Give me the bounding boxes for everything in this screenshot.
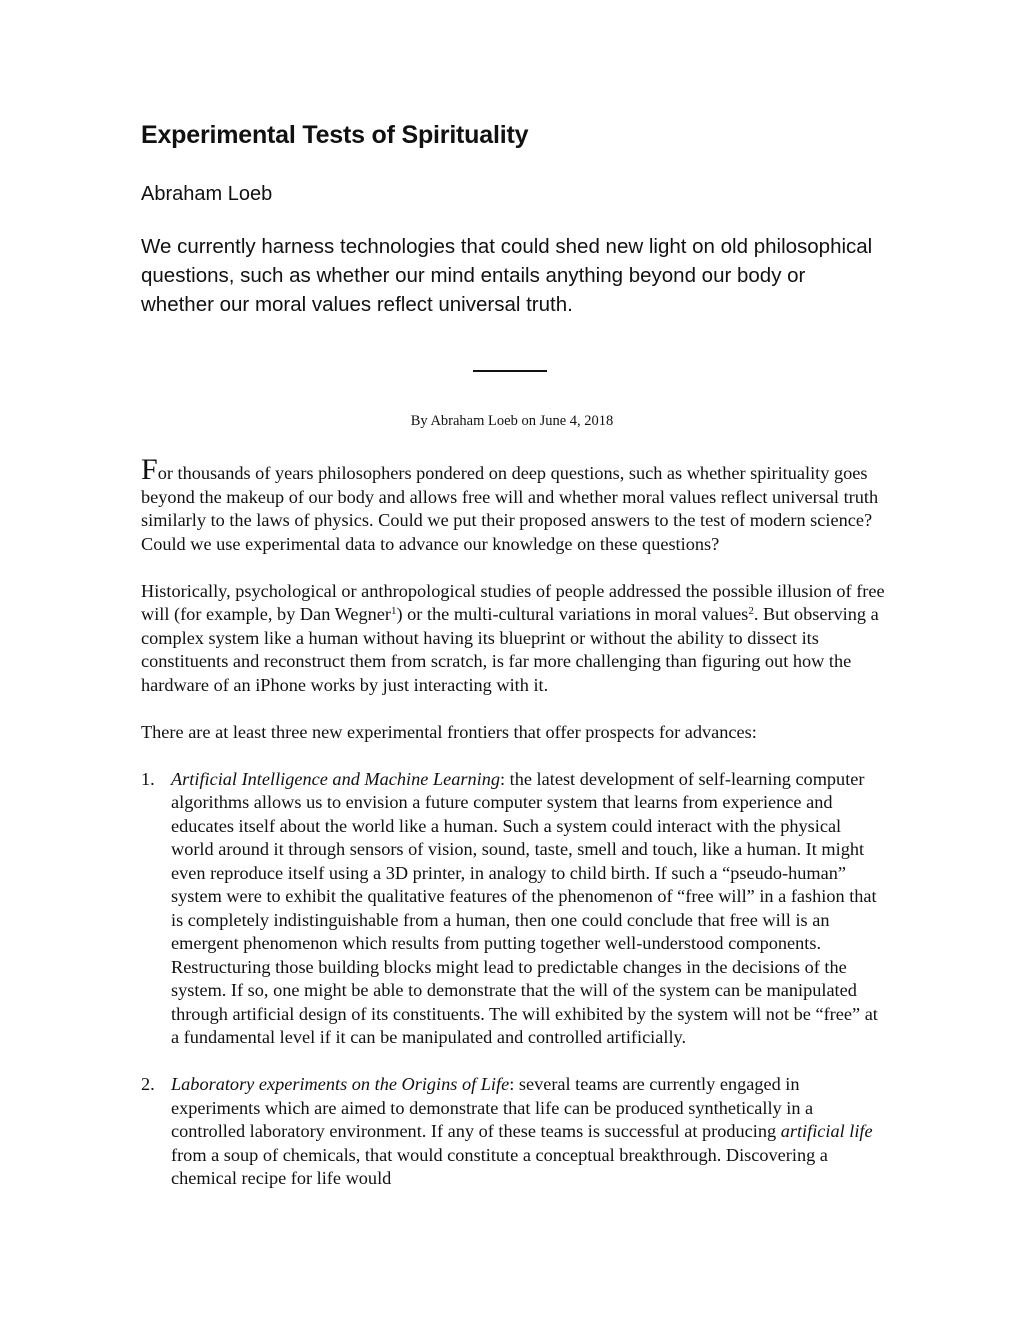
byline: By Abraham Loeb on June 4, 2018 xyxy=(410,413,614,429)
list-item-emphasis: artificial life xyxy=(780,1121,873,1141)
paragraph-history-part1: Historically, psychological or anthropological studies of people addressed the possible illusion of free will (for example, by Dan Wegner xyxy=(141,580,885,624)
list-item-title: Artificial Intelligence and Machine Learning xyxy=(171,768,500,789)
article-body xyxy=(141,453,886,1214)
footnote-ref-2[interactable]: 2 xyxy=(748,605,754,617)
list-item-text-continued: from a soup of chemicals, that would constitute a conceptual breakthrough. Discovering a chemical recipe for life would xyxy=(171,1144,828,1188)
frontiers-list xyxy=(141,768,886,1191)
list-item xyxy=(141,768,886,1050)
paragraph-frontiers-intro: There are at least three new experimental frontiers that offer prospects for advances: xyxy=(141,721,757,742)
list-item-text: : the latest development of self-learning computer algorithms allows us to envision a future computer system that learns from experience and educates itself about the world like a human. Such a system could interact with the physical world around it through sensors of vision, sound, taste, smell and touch, like a human. It might even reproduce itself using a 3D printer, in analogy to child birth. If such a “pseudo-human” system were to exhibit the qualitative features of the phenomenon of “free will” in a fashion that is completely indistinguishable from a human, then one could conclude that free will is an emergent phenomenon which results from putting together well-understood components. Restructuring those building blocks might lead to predictable changes in the decisions of the system. If so, one might be able to demonstrate that the will of the system can be manipulated through artificial design of its constituents. The will exhibited by the system will not be “free” at a fundamental level if it can be manipulated and controlled artificially. xyxy=(171,768,878,1047)
paragraph-history xyxy=(141,580,886,698)
list-item-text: : several teams are currently engaged in experiments which are aimed to demonstrate that life can be produced synthetically in a controlled laboratory environment. If any of these teams is successful at producing xyxy=(171,1074,814,1141)
list-item-number: 2. xyxy=(141,1074,155,1094)
paragraph-history-part2: ) or the multi-cultural variations in moral values xyxy=(396,604,749,624)
article-title: Experimental Tests of Spirituality xyxy=(141,121,529,149)
list-item xyxy=(141,1073,886,1191)
drop-cap: F xyxy=(141,453,158,486)
paragraph-history-part3: . But observing a complex system like a human without having its blueprint or without the ability to dissect its constituents and reconstruct them from scratch, is far more challenging than figuring out how the hardware of an iPhone works by just interacting with it. xyxy=(141,604,879,695)
list-item-title: Laboratory experiments on the Origins of Life xyxy=(171,1074,510,1094)
paragraph-intro xyxy=(141,453,886,556)
article-subtitle: We currently harness technologies that could shed new light on old philosophical questions, such as whether our mind entails anything beyond our body or whether our moral values reflect universal truth. xyxy=(141,235,873,316)
list-item-number: 1. xyxy=(141,768,155,789)
footnote-ref-1[interactable]: 1 xyxy=(390,605,397,617)
paragraph-intro-text: or thousands of years philosophers pondered on deep questions, such as whether spirituality goes beyond the makeup of our body and allows free will and whether moral values reflect universal truth similarly to the laws of physics. Could we put their proposed answers to the test of modern science? Could we use experimental data to advance our knowledge on these questions? xyxy=(141,463,879,554)
author-name: Abraham Loeb xyxy=(141,183,273,205)
section-divider xyxy=(473,370,547,372)
